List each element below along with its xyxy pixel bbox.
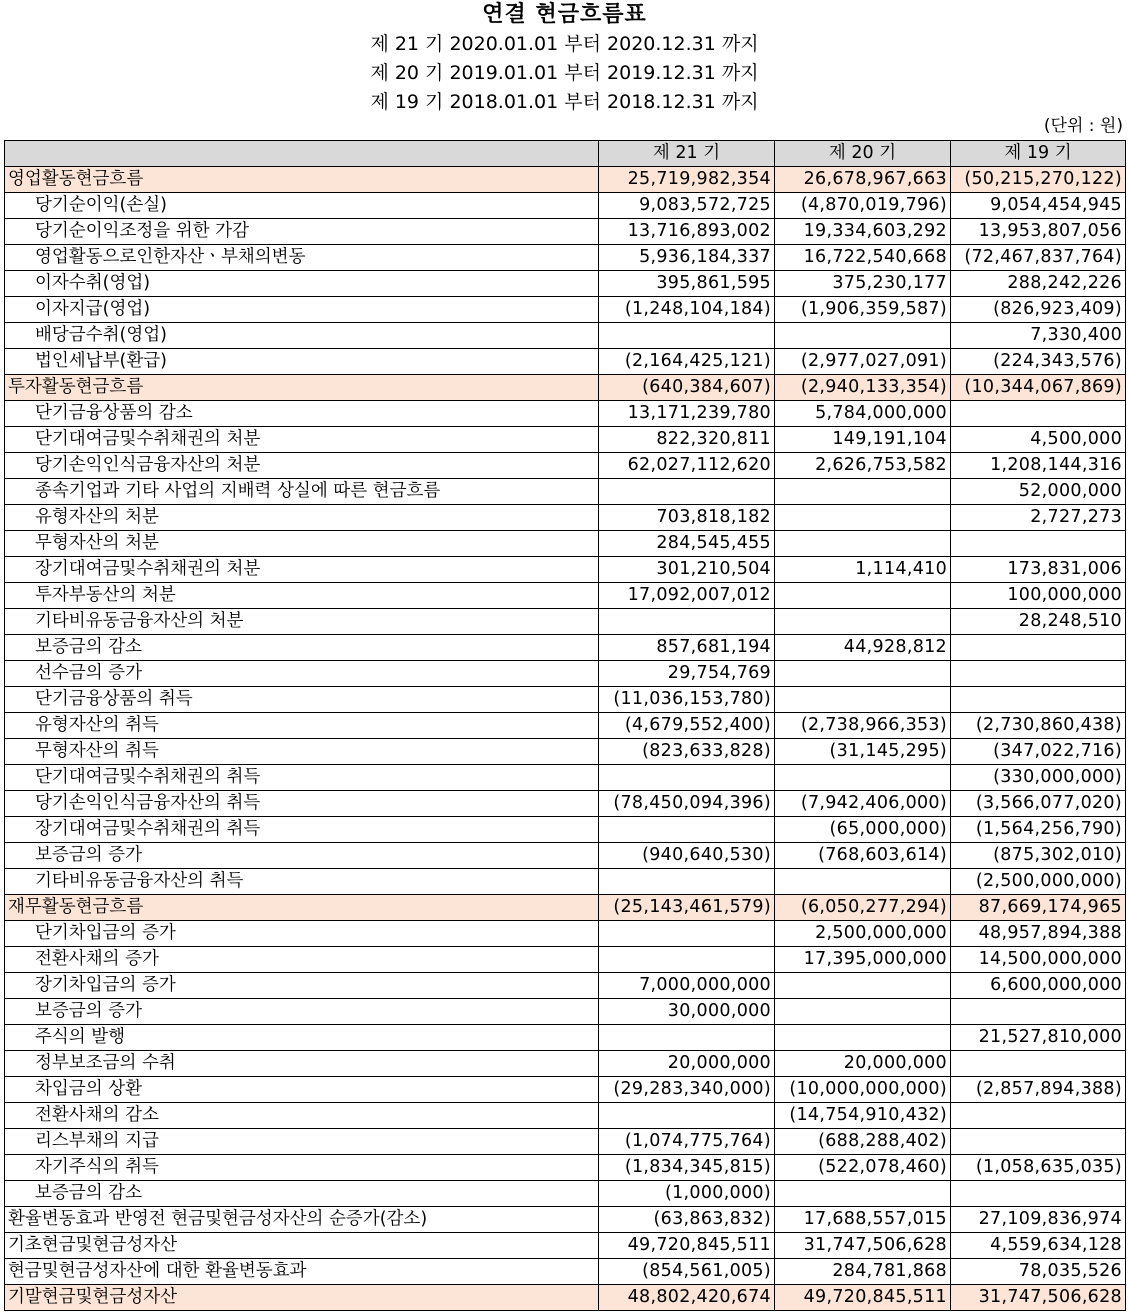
amount-cell: 4,559,634,128 <box>951 1233 1126 1259</box>
row-label: 차입금의 상환 <box>5 1077 599 1103</box>
amount-cell: 1,114,410 <box>775 557 951 583</box>
amount-cell: (11,036,153,780) <box>599 687 775 713</box>
amount-cell: (78,450,094,396) <box>599 791 775 817</box>
amount-cell: 822,320,811 <box>599 427 775 453</box>
table-row <box>5 1103 1126 1129</box>
table-row <box>5 271 1126 297</box>
amount-cell: (65,000,000) <box>775 817 951 843</box>
section-row <box>5 1285 1126 1311</box>
unit-label: (단위 : 원) <box>1043 116 1123 136</box>
amount-cell <box>599 817 775 843</box>
row-label: 단기대여금및수취채권의 처분 <box>5 427 599 453</box>
section-row <box>5 895 1126 921</box>
amount-cell <box>775 999 951 1025</box>
table-row <box>5 921 1126 947</box>
amount-cell: (1,058,635,035) <box>951 1155 1126 1181</box>
amount-cell <box>775 1181 951 1207</box>
row-label: 영업활동으로인한자산ㆍ부채의변동 <box>5 245 599 271</box>
amount-cell: (823,633,828) <box>599 739 775 765</box>
period-line: 제 19 기 2018.01.01 부터 2018.12.31 까지 <box>370 91 759 113</box>
amount-cell: (2,940,133,354) <box>775 375 951 401</box>
amount-cell: 13,953,807,056 <box>951 219 1126 245</box>
amount-cell: 703,818,182 <box>599 505 775 531</box>
amount-cell: (688,288,402) <box>775 1129 951 1155</box>
table-row <box>5 401 1126 427</box>
row-label: 이자수취(영업) <box>5 271 599 297</box>
amount-cell: 20,000,000 <box>775 1051 951 1077</box>
amount-cell: 395,861,595 <box>599 271 775 297</box>
period-line: 제 21 기 2020.01.01 부터 2020.12.31 까지 <box>370 33 759 55</box>
row-label: 리스부채의 지급 <box>5 1129 599 1155</box>
table-header-row <box>5 141 1126 167</box>
amount-cell <box>775 505 951 531</box>
amount-cell <box>599 765 775 791</box>
amount-cell <box>599 869 775 895</box>
row-label: 유형자산의 취득 <box>5 713 599 739</box>
amount-cell <box>951 635 1126 661</box>
amount-cell: 28,248,510 <box>951 609 1126 635</box>
row-label: 환율변동효과 반영전 현금및현금성자산의 순증가(감소) <box>5 1207 599 1233</box>
amount-cell <box>775 583 951 609</box>
row-label: 전환사채의 감소 <box>5 1103 599 1129</box>
row-label: 현금및현금성자산에 대한 환율변동효과 <box>5 1259 599 1285</box>
table-row <box>5 817 1126 843</box>
table-row <box>5 661 1126 687</box>
amount-cell <box>951 531 1126 557</box>
amount-cell: (2,164,425,121) <box>599 349 775 375</box>
amount-cell <box>775 687 951 713</box>
table-row <box>5 1259 1126 1285</box>
amount-cell <box>775 765 951 791</box>
amount-cell <box>775 323 951 349</box>
row-label: 재무활동현금흐름 <box>5 895 599 921</box>
amount-cell: 26,678,967,663 <box>775 167 951 193</box>
amount-cell <box>951 401 1126 427</box>
row-label: 기타비유동금융자산의 취득 <box>5 869 599 895</box>
amount-cell: (4,679,552,400) <box>599 713 775 739</box>
amount-cell: 173,831,006 <box>951 557 1126 583</box>
amount-cell <box>775 479 951 505</box>
amount-cell: (10,000,000,000) <box>775 1077 951 1103</box>
table-body <box>5 167 1126 1311</box>
cash-flow-table <box>4 140 1126 1311</box>
table-row <box>5 323 1126 349</box>
amount-cell: (826,923,409) <box>951 297 1126 323</box>
amount-cell: 6,600,000,000 <box>951 973 1126 999</box>
row-label: 주식의 발행 <box>5 1025 599 1051</box>
row-label: 장기대여금및수취채권의 처분 <box>5 557 599 583</box>
amount-cell: 2,500,000,000 <box>775 921 951 947</box>
amount-cell: 13,171,239,780 <box>599 401 775 427</box>
amount-cell: (854,561,005) <box>599 1259 775 1285</box>
amount-cell: 17,092,007,012 <box>599 583 775 609</box>
amount-cell: 100,000,000 <box>951 583 1126 609</box>
amount-cell: (50,215,270,122) <box>951 167 1126 193</box>
amount-cell <box>599 609 775 635</box>
amount-cell: 149,191,104 <box>775 427 951 453</box>
row-label: 보증금의 감소 <box>5 635 599 661</box>
amount-cell: 27,109,836,974 <box>951 1207 1126 1233</box>
table-row <box>5 687 1126 713</box>
amount-cell <box>775 1025 951 1051</box>
amount-cell: (63,863,832) <box>599 1207 775 1233</box>
table-row <box>5 635 1126 661</box>
table-row <box>5 765 1126 791</box>
row-label: 선수금의 증가 <box>5 661 599 687</box>
amount-cell: 301,210,504 <box>599 557 775 583</box>
table-row <box>5 219 1126 245</box>
amount-cell: 44,928,812 <box>775 635 951 661</box>
amount-cell: (768,603,614) <box>775 843 951 869</box>
amount-cell: 2,727,273 <box>951 505 1126 531</box>
amount-cell: 30,000,000 <box>599 999 775 1025</box>
amount-cell: 87,669,174,965 <box>951 895 1126 921</box>
amount-cell: 20,000,000 <box>599 1051 775 1077</box>
row-label: 장기차입금의 증가 <box>5 973 599 999</box>
amount-cell: 17,395,000,000 <box>775 947 951 973</box>
amount-cell <box>951 687 1126 713</box>
amount-cell: 49,720,845,511 <box>775 1285 951 1311</box>
row-label: 보증금의 증가 <box>5 999 599 1025</box>
row-label: 자기주식의 취득 <box>5 1155 599 1181</box>
table-row <box>5 1129 1126 1155</box>
amount-cell: (1,564,256,790) <box>951 817 1126 843</box>
amount-cell: 48,802,420,674 <box>599 1285 775 1311</box>
row-label: 무형자산의 처분 <box>5 531 599 557</box>
table-row <box>5 193 1126 219</box>
table-row <box>5 869 1126 895</box>
column-header-period-20: 제 20 기 <box>775 141 951 167</box>
amount-cell: (14,754,910,432) <box>775 1103 951 1129</box>
row-label: 영업활동현금흐름 <box>5 167 599 193</box>
table-row <box>5 739 1126 765</box>
row-label: 투자부동산의 처분 <box>5 583 599 609</box>
row-label: 유형자산의 처분 <box>5 505 599 531</box>
amount-cell: (1,074,775,764) <box>599 1129 775 1155</box>
amount-cell: 52,000,000 <box>951 479 1126 505</box>
amount-cell <box>775 973 951 999</box>
amount-cell: 7,330,400 <box>951 323 1126 349</box>
amount-cell: 1,208,144,316 <box>951 453 1126 479</box>
amount-cell: 7,000,000,000 <box>599 973 775 999</box>
amount-cell: (2,738,966,353) <box>775 713 951 739</box>
amount-cell: (72,467,837,764) <box>951 245 1126 271</box>
amount-cell: 5,936,184,337 <box>599 245 775 271</box>
amount-cell: (2,730,860,438) <box>951 713 1126 739</box>
amount-cell <box>951 1051 1126 1077</box>
table-row <box>5 453 1126 479</box>
amount-cell: (31,145,295) <box>775 739 951 765</box>
amount-cell: 25,719,982,354 <box>599 167 775 193</box>
amount-cell <box>951 1181 1126 1207</box>
amount-cell: 78,035,526 <box>951 1259 1126 1285</box>
table-row <box>5 1233 1126 1259</box>
amount-cell <box>951 1103 1126 1129</box>
amount-cell <box>599 947 775 973</box>
column-header-period-21: 제 21 기 <box>599 141 775 167</box>
amount-cell: 21,527,810,000 <box>951 1025 1126 1051</box>
row-label: 당기순이익조정을 위한 가감 <box>5 219 599 245</box>
amount-cell: (330,000,000) <box>951 765 1126 791</box>
table-row <box>5 531 1126 557</box>
row-label: 단기금융상품의 취득 <box>5 687 599 713</box>
amount-cell: (1,906,359,587) <box>775 297 951 323</box>
row-label: 단기차입금의 증가 <box>5 921 599 947</box>
row-label: 보증금의 증가 <box>5 843 599 869</box>
amount-cell: (6,050,277,294) <box>775 895 951 921</box>
table-row <box>5 349 1126 375</box>
table-row <box>5 1077 1126 1103</box>
row-label: 기말현금및현금성자산 <box>5 1285 599 1311</box>
amount-cell: (4,870,019,796) <box>775 193 951 219</box>
table-row <box>5 947 1126 973</box>
row-label: 정부보조금의 수취 <box>5 1051 599 1077</box>
table-row <box>5 427 1126 453</box>
row-label: 단기대여금및수취채권의 취득 <box>5 765 599 791</box>
amount-cell: 288,242,226 <box>951 271 1126 297</box>
amount-cell: 375,230,177 <box>775 271 951 297</box>
period-line: 제 20 기 2019.01.01 부터 2019.12.31 까지 <box>370 62 759 84</box>
amount-cell: (2,977,027,091) <box>775 349 951 375</box>
amount-cell <box>599 1025 775 1051</box>
amount-cell: 857,681,194 <box>599 635 775 661</box>
amount-cell: 31,747,506,628 <box>775 1233 951 1259</box>
amount-cell: (1,834,345,815) <box>599 1155 775 1181</box>
amount-cell <box>599 479 775 505</box>
amount-cell: 13,716,893,002 <box>599 219 775 245</box>
amount-cell: 5,784,000,000 <box>775 401 951 427</box>
amount-cell: 4,500,000 <box>951 427 1126 453</box>
row-label: 전환사채의 증가 <box>5 947 599 973</box>
table-row <box>5 843 1126 869</box>
table-row <box>5 1025 1126 1051</box>
table-row <box>5 791 1126 817</box>
row-label: 배당금수취(영업) <box>5 323 599 349</box>
table-row <box>5 1207 1126 1233</box>
amount-cell <box>775 869 951 895</box>
amount-cell: (224,343,576) <box>951 349 1126 375</box>
table-row <box>5 557 1126 583</box>
table-row <box>5 479 1126 505</box>
amount-cell <box>775 531 951 557</box>
row-label: 기타비유동금융자산의 처분 <box>5 609 599 635</box>
row-label: 기초현금및현금성자산 <box>5 1233 599 1259</box>
amount-cell <box>775 661 951 687</box>
amount-cell: 16,722,540,668 <box>775 245 951 271</box>
amount-cell: (1,000,000) <box>599 1181 775 1207</box>
table-row <box>5 583 1126 609</box>
row-label: 이자지급(영업) <box>5 297 599 323</box>
amount-cell: 17,688,557,015 <box>775 1207 951 1233</box>
amount-cell: 9,054,454,945 <box>951 193 1126 219</box>
amount-cell: 62,027,112,620 <box>599 453 775 479</box>
table-row <box>5 1051 1126 1077</box>
amount-cell: (7,942,406,000) <box>775 791 951 817</box>
column-header-item <box>5 141 599 167</box>
report-header <box>0 0 1129 117</box>
amount-cell: (2,857,894,388) <box>951 1077 1126 1103</box>
amount-cell: (1,248,104,184) <box>599 297 775 323</box>
table-row <box>5 609 1126 635</box>
row-label: 보증금의 감소 <box>5 1181 599 1207</box>
amount-cell <box>599 921 775 947</box>
table-row <box>5 1181 1126 1207</box>
amount-cell: 284,545,455 <box>599 531 775 557</box>
table-row <box>5 713 1126 739</box>
amount-cell: 9,083,572,725 <box>599 193 775 219</box>
amount-cell: 14,500,000,000 <box>951 947 1126 973</box>
table-row <box>5 245 1126 271</box>
amount-cell <box>599 323 775 349</box>
amount-cell: (940,640,530) <box>599 843 775 869</box>
amount-cell: (875,302,010) <box>951 843 1126 869</box>
amount-cell: (347,022,716) <box>951 739 1126 765</box>
amount-cell <box>951 661 1126 687</box>
row-label: 당기손익인식금융자산의 취득 <box>5 791 599 817</box>
amount-cell: 2,626,753,582 <box>775 453 951 479</box>
amount-cell: (640,384,607) <box>599 375 775 401</box>
amount-cell: (2,500,000,000) <box>951 869 1126 895</box>
row-label: 무형자산의 취득 <box>5 739 599 765</box>
amount-cell <box>775 609 951 635</box>
table-row <box>5 1155 1126 1181</box>
row-label: 투자활동현금흐름 <box>5 375 599 401</box>
amount-cell: 48,957,894,388 <box>951 921 1126 947</box>
table-row <box>5 297 1126 323</box>
amount-cell: 31,747,506,628 <box>951 1285 1126 1311</box>
amount-cell <box>599 1103 775 1129</box>
column-header-period-19: 제 19 기 <box>951 141 1126 167</box>
amount-cell: 49,720,845,511 <box>599 1233 775 1259</box>
amount-cell: 284,781,868 <box>775 1259 951 1285</box>
amount-cell: (3,566,077,020) <box>951 791 1126 817</box>
row-label: 당기손익인식금융자산의 처분 <box>5 453 599 479</box>
section-row <box>5 167 1126 193</box>
amount-cell: (25,143,461,579) <box>599 895 775 921</box>
amount-cell <box>951 999 1126 1025</box>
amount-cell <box>951 1129 1126 1155</box>
table-row <box>5 999 1126 1025</box>
row-label: 법인세납부(환급) <box>5 349 599 375</box>
row-label: 당기순이익(손실) <box>5 193 599 219</box>
row-label: 종속기업과 기타 사업의 지배력 상실에 따른 현금흐름 <box>5 479 599 505</box>
amount-cell: (522,078,460) <box>775 1155 951 1181</box>
amount-cell: (10,344,067,869) <box>951 375 1126 401</box>
table-row <box>5 505 1126 531</box>
row-label: 단기금융상품의 감소 <box>5 401 599 427</box>
amount-cell: (29,283,340,000) <box>599 1077 775 1103</box>
report-title: 연결 현금흐름표 <box>482 2 647 27</box>
amount-cell: 19,334,603,292 <box>775 219 951 245</box>
row-label: 장기대여금및수취채권의 취득 <box>5 817 599 843</box>
section-row <box>5 375 1126 401</box>
table-row <box>5 973 1126 999</box>
amount-cell: 29,754,769 <box>599 661 775 687</box>
